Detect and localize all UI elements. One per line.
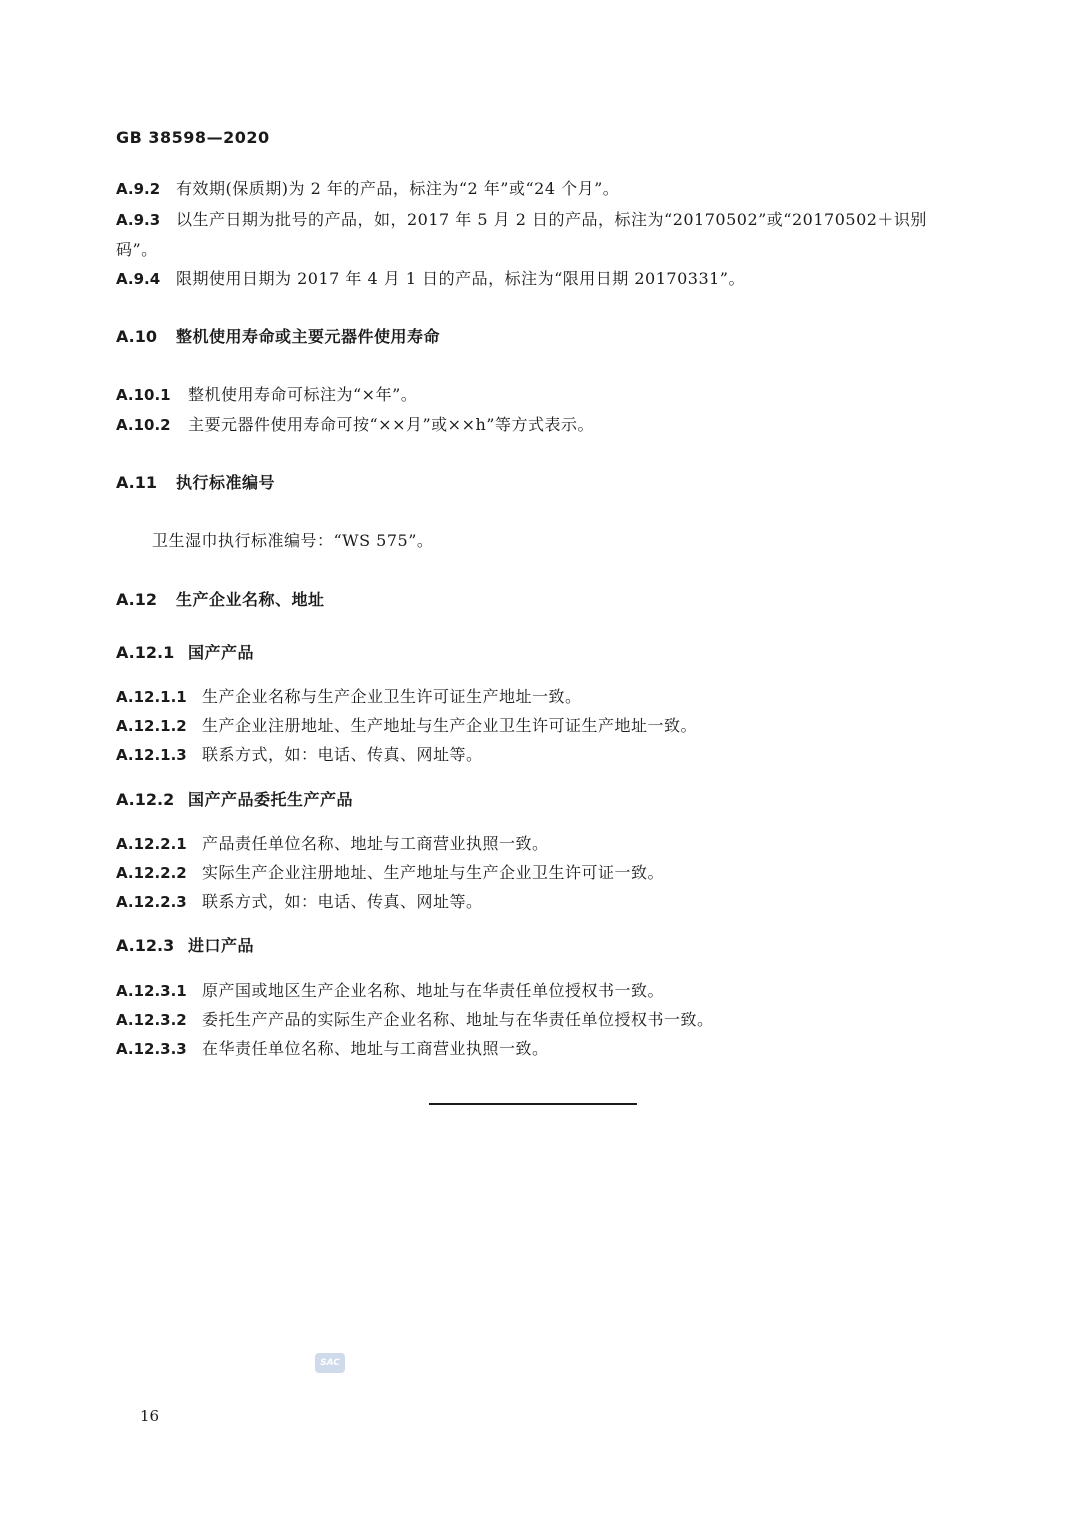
clause-text: 整机使用寿命可标注为“×年”。 — [188, 385, 418, 404]
section-heading-a-10 — [116, 326, 440, 348]
clause-text: 生产企业注册地址、生产地址与生产企业卫生许可证生产地址一致。 — [202, 716, 698, 735]
clause-number: A.12.3.3 — [116, 1040, 187, 1058]
clause-a-12-1-1 — [116, 686, 582, 708]
section-title: 生产企业名称、地址 — [176, 590, 325, 609]
clause-a-9-2 — [116, 178, 619, 200]
clause-text: 联系方式，如：电话、传真、网址等。 — [202, 745, 483, 764]
sac-watermark-logo: SAC — [315, 1353, 345, 1373]
clause-text: 在华责任单位名称、地址与工商营业执照一致。 — [202, 1039, 549, 1058]
clause-a-12-2-3 — [116, 891, 483, 913]
clause-text: 产品责任单位名称、地址与工商营业执照一致。 — [202, 834, 549, 853]
paragraph-text: 卫生湿巾执行标准编号：“WS 575”。 — [152, 531, 434, 550]
clause-a-12-1-3 — [116, 744, 483, 766]
clause-number: A.12.2.1 — [116, 835, 187, 853]
clause-a-9-4 — [116, 268, 745, 290]
section-heading-a-11 — [116, 472, 275, 494]
page-number: 16 — [140, 1407, 160, 1425]
section-number: A.11 — [116, 473, 158, 492]
clause-a-12-2-1 — [116, 833, 549, 855]
clause-a-12-1-2 — [116, 715, 697, 737]
clause-number: A.10.1 — [116, 386, 171, 404]
clause-a-10-2 — [116, 414, 594, 436]
section-title: 国产产品 — [188, 643, 255, 662]
section-title: 执行标准编号 — [176, 473, 276, 492]
clause-number: A.12.2.3 — [116, 893, 187, 911]
section-title: 国产产品委托生产产品 — [188, 790, 354, 809]
clause-a-12-3-1 — [116, 980, 664, 1002]
clause-number: A.9.4 — [116, 270, 161, 288]
clause-number: A.12.3.1 — [116, 982, 187, 1000]
clause-number: A.12.1.2 — [116, 717, 187, 735]
clause-number: A.9.2 — [116, 180, 161, 198]
clause-number: A.12.1.1 — [116, 688, 187, 706]
clause-text: 限期使用日期为 2017 年 4 月 1 日的产品，标注为“限用日期 20170331”。 — [176, 269, 745, 288]
clause-text: 原产国或地区生产企业名称、地址与在华责任单位授权书一致。 — [202, 981, 665, 1000]
clause-number: A.12.3.2 — [116, 1011, 187, 1029]
clause-text: 有效期(保质期)为 2 年的产品，标注为“2 年”或“24 个月”。 — [176, 179, 620, 198]
section-number: A.12.1 — [116, 643, 175, 662]
clause-a-12-3-2 — [116, 1009, 714, 1031]
paragraph-standard-number — [152, 530, 433, 552]
clause-a-12-2-2 — [116, 862, 664, 884]
clause-number: A.10.2 — [116, 416, 171, 434]
subsection-heading-a-12-2 — [116, 789, 353, 811]
clause-number: A.9.3 — [116, 211, 161, 229]
subsection-heading-a-12-1 — [116, 642, 254, 664]
clause-a-12-3-3 — [116, 1038, 549, 1060]
end-rule — [429, 1103, 637, 1105]
section-number: A.12.3 — [116, 936, 175, 955]
section-heading-a-12 — [116, 589, 325, 611]
standard-code: GB 38598—2020 — [116, 128, 270, 147]
clause-text: 联系方式，如：电话、传真、网址等。 — [202, 892, 483, 911]
clause-number: A.12.2.2 — [116, 864, 187, 882]
section-title: 整机使用寿命或主要元器件使用寿命 — [176, 327, 441, 346]
section-title: 进口产品 — [188, 936, 255, 955]
section-number: A.12 — [116, 590, 158, 609]
clause-text: 实际生产企业注册地址、生产地址与生产企业卫生许可证一致。 — [202, 863, 665, 882]
subsection-heading-a-12-3 — [116, 935, 254, 957]
clause-a-9-3 — [116, 205, 956, 264]
clause-number: A.12.1.3 — [116, 746, 187, 764]
section-number: A.12.2 — [116, 790, 175, 809]
clause-text: 以生产日期为批号的产品，如，2017 年 5 月 2 日的产品，标注为“20170502”或“20170502＋识别码”。 — [116, 210, 927, 259]
section-number: A.10 — [116, 327, 158, 346]
clause-text: 生产企业名称与生产企业卫生许可证生产地址一致。 — [202, 687, 582, 706]
clause-a-10-1 — [116, 384, 417, 406]
clause-text: 主要元器件使用寿命可按“××月”或××h”等方式表示。 — [188, 415, 594, 434]
clause-text: 委托生产产品的实际生产企业名称、地址与在华责任单位授权书一致。 — [202, 1010, 714, 1029]
